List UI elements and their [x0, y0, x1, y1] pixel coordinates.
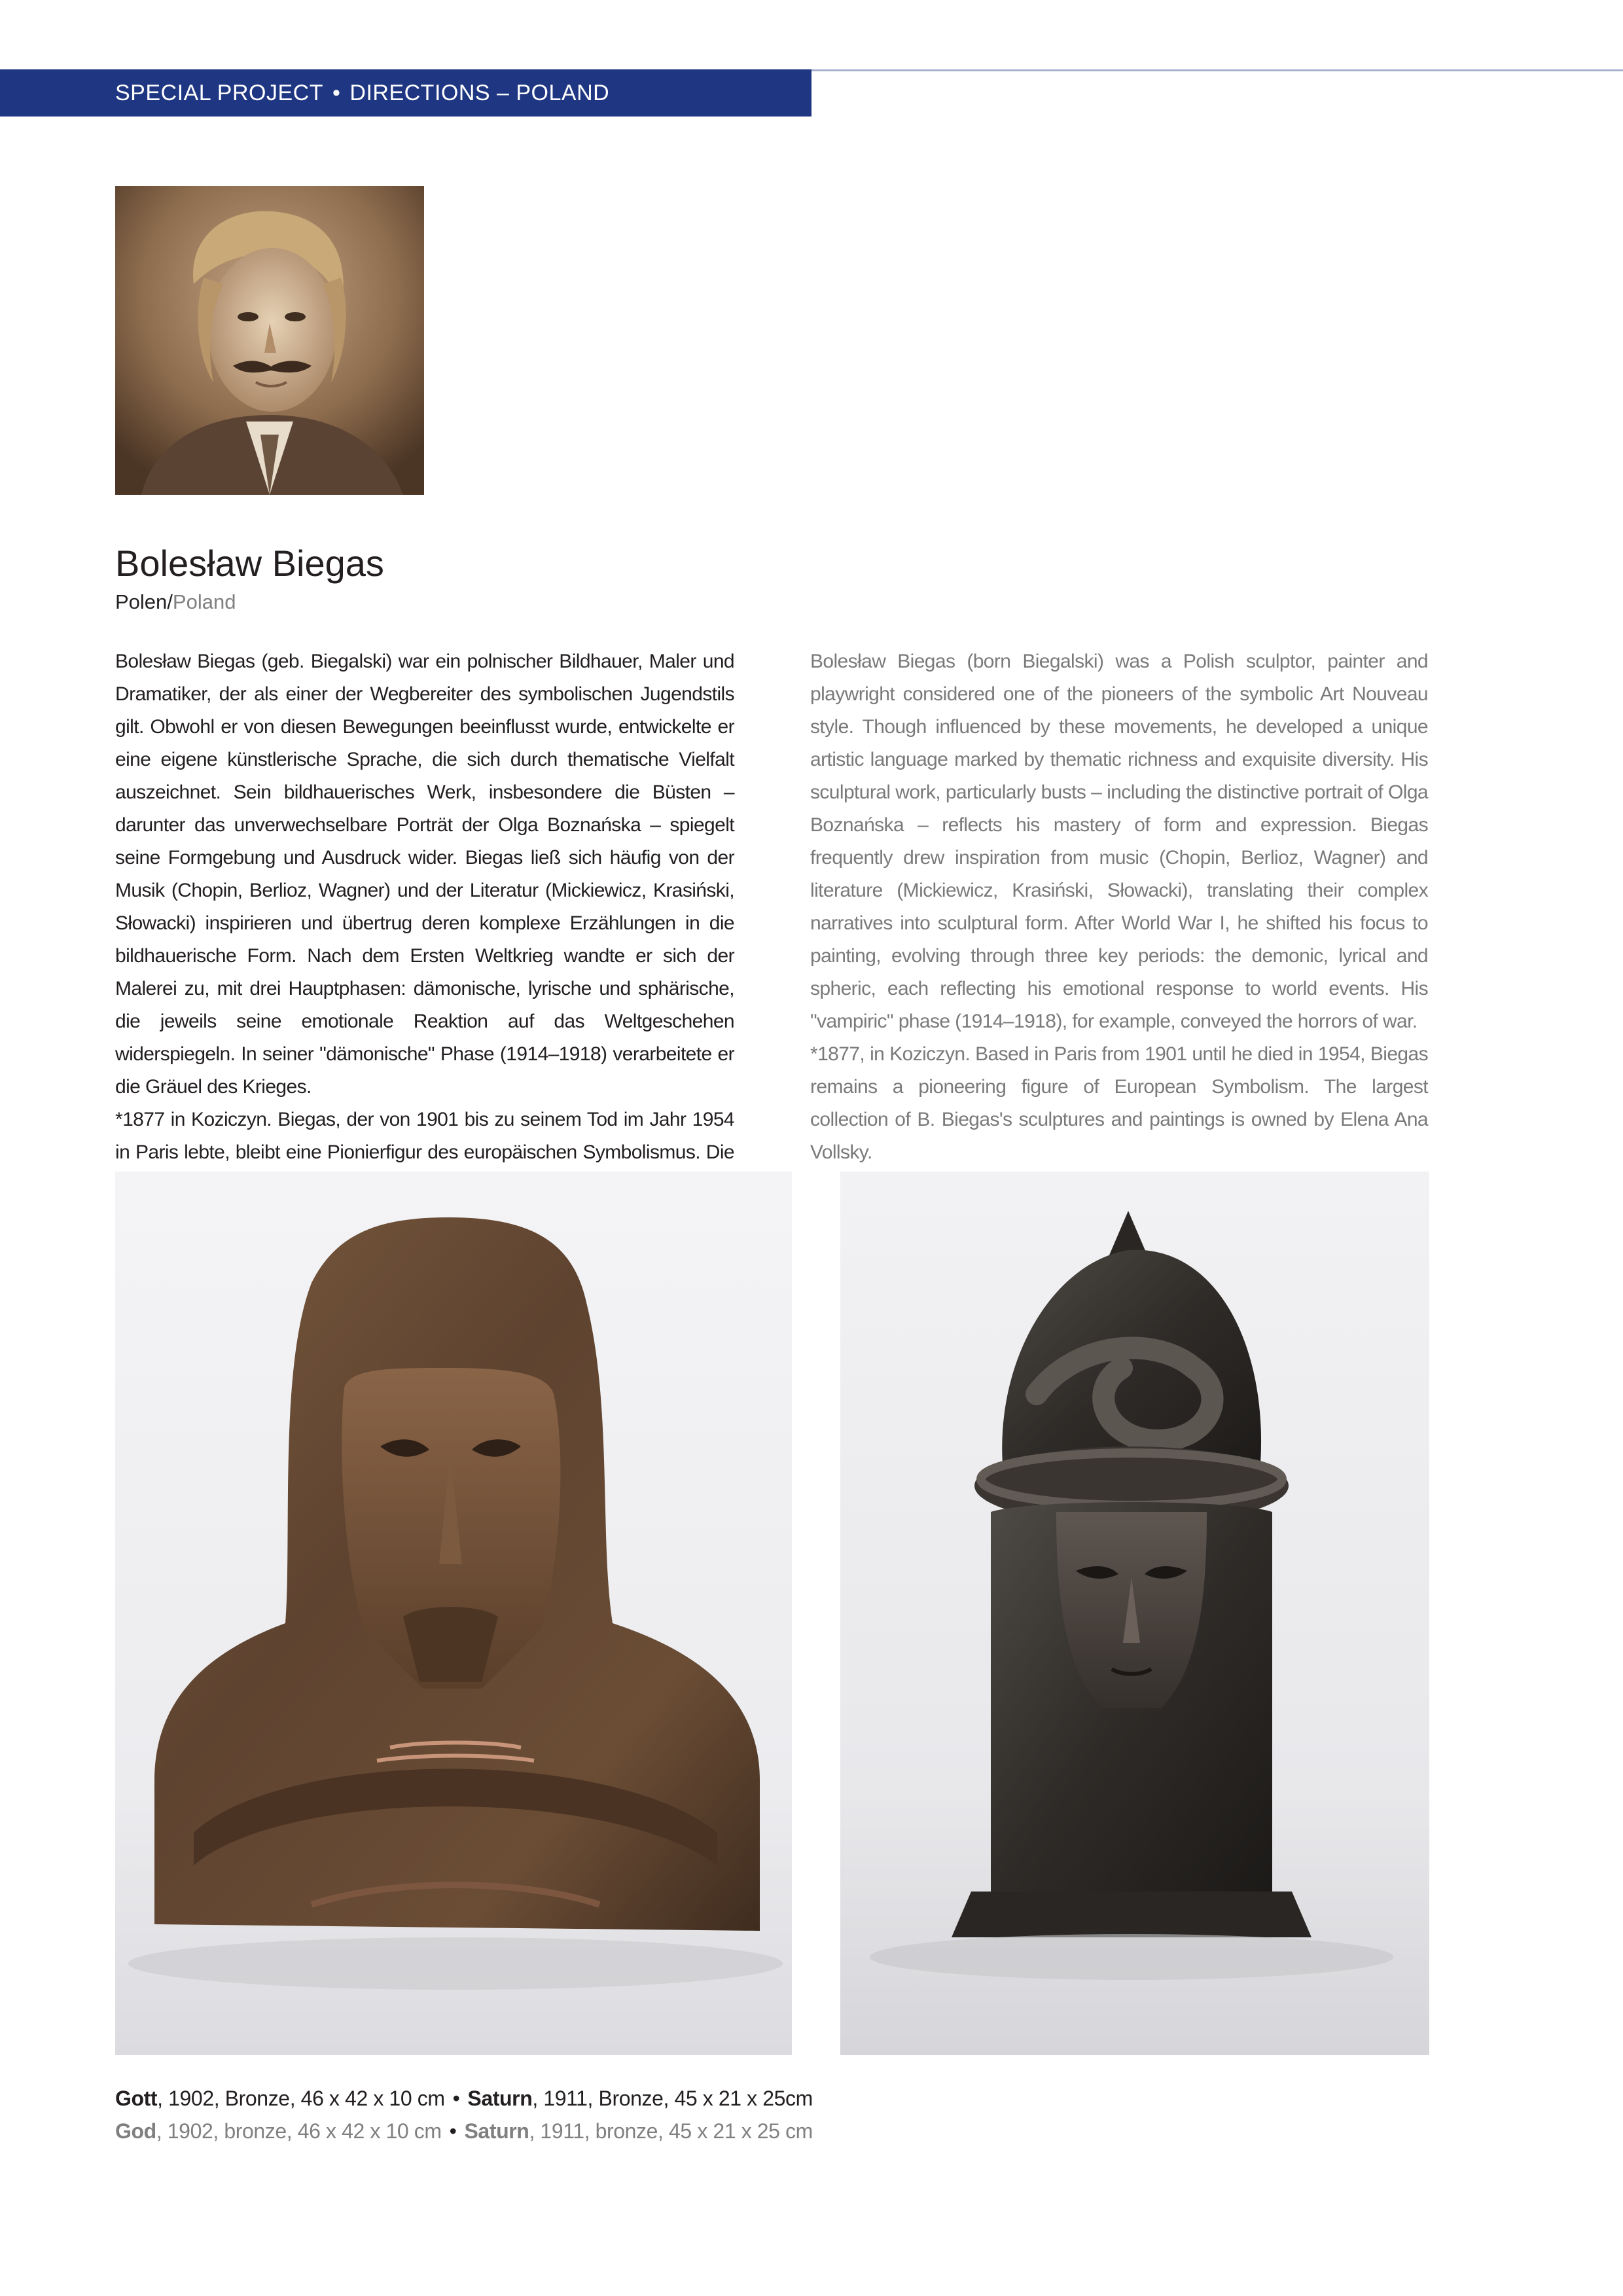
artist-country-en: Poland	[172, 590, 236, 613]
artwork-photo-gott	[115, 1172, 792, 2055]
saturn-sculpture-illustration	[840, 1172, 1429, 2055]
caption-en-separator: •	[449, 2119, 457, 2143]
artist-name: Bolesław Biegas	[115, 543, 384, 584]
biography-german-paragraph: Bolesław Biegas (geb. Biegalski) war ein polnischer Bildhauer, Maler und Dramatiker, der als einer der Wegbereiter des symbolischen Jugendstils gilt. Obwohl er von diesen Bewegungen beeinflusst wurde, entwickelte er eine eigene künstlerische Sprache, die sich durch thematische Vielfalt auszeichnet. Sein bildhauerisches Werk, insbesondere die Büsten – darunter das unverwechselbare Porträt der Olga Boznańska – spiegelt seine Formgebung und Ausdruck wider. Biegas ließ sich häufig von der Musik (Chopin, Berlioz, Wagner) und der Literatur (Mickiewicz, Krasiński, Słowacki) inspirieren und übertrug deren komplexe Erzählungen in die bildhauerische Form. Nach dem Ersten Weltkrieg wandte er sich der Malerei zu, mit drei Hauptphasen: dämonische, lyrische und sphärische, die jeweils seine emotionale Reaktion auf das Weltgeschehen widerspiegeln. In seiner "dämonische" Phase (1914–1918) verarbeitete er die Gräuel des Krieges.	[115, 651, 734, 1098]
section-header-bar	[0, 69, 812, 117]
caption-en-work2-title: Saturn	[464, 2119, 529, 2143]
header-rule	[812, 69, 1623, 71]
biography-german	[115, 645, 734, 1234]
artwork-photo-saturn	[840, 1172, 1429, 2055]
caption-en-work1-details: , 1902, bronze, 46 x 42 x 10 cm	[156, 2119, 442, 2143]
caption-german	[115, 2087, 813, 2111]
caption-de-work1-title: Gott	[115, 2087, 158, 2110]
caption-de-work2-details: , 1911, Bronze, 45 x 21 x 25cm	[532, 2087, 813, 2110]
biography-german-paragraph: *1877 in Koziczyn. Biegas, der von 1901 bis zu seinem Tod im Jahr 1954 in Paris lebte, bleibt eine Pionierfigur des europäischen Symbolismus. Die	[115, 1109, 734, 1163]
caption-de-work2-title: Saturn	[467, 2087, 533, 2110]
caption-de-separator: •	[452, 2087, 460, 2110]
artist-country	[115, 590, 236, 614]
gott-sculpture-illustration	[115, 1172, 792, 2055]
artist-country-de: Polen/	[115, 590, 173, 613]
biography-english	[810, 645, 1428, 1169]
header-subsection: DIRECTIONS – POLAND	[349, 81, 610, 105]
biography-english-paragraph: Bolesław Biegas (born Biegalski) was a Polish sculptor, painter and playwright considered one of the pioneers of the symbolic Art Nouveau style. Though influenced by these movements, he developed a unique artistic language marked by thematic richness and exquisite diversity. His sculptural work, particularly busts – including the distinctive portrait of Olga Boznańska – reflects his mastery of form and expression. Biegas frequently drew inspiration from music (Chopin, Berlioz, Wagner) and literature (Mickiewicz, Krasiński, Słowacki), translating their complex narratives into sculptural form. After World War I, he shifted his focus to painting, evolving through three key periods: the demonic, lyrical and spheric, each reflecting his emotional response to world events. His "vampiric" phase (1914–1918), for example, conveyed the horrors of war.	[810, 651, 1428, 1032]
caption-de-work1-details: , 1902, Bronze, 46 x 42 x 10 cm	[157, 2087, 445, 2110]
header-section: SPECIAL PROJECT	[115, 81, 323, 105]
header-separator: •	[332, 81, 341, 105]
portrait-illustration	[115, 186, 424, 495]
biography-english-paragraph: *1877, in Koziczyn. Based in Paris from 1901 until he died in 1954, Biegas remains a pioneering figure of European Symbolism. The largest collection of B. Biegas's sculptures and paintings is owned by Elena Ana Vollsky.	[810, 1043, 1428, 1163]
caption-en-work1-title: God	[115, 2119, 156, 2143]
caption-english	[115, 2119, 813, 2144]
caption-en-work2-details: , 1911, bronze, 45 x 21 x 25 cm	[529, 2119, 813, 2143]
artist-portrait-photo	[115, 186, 424, 495]
